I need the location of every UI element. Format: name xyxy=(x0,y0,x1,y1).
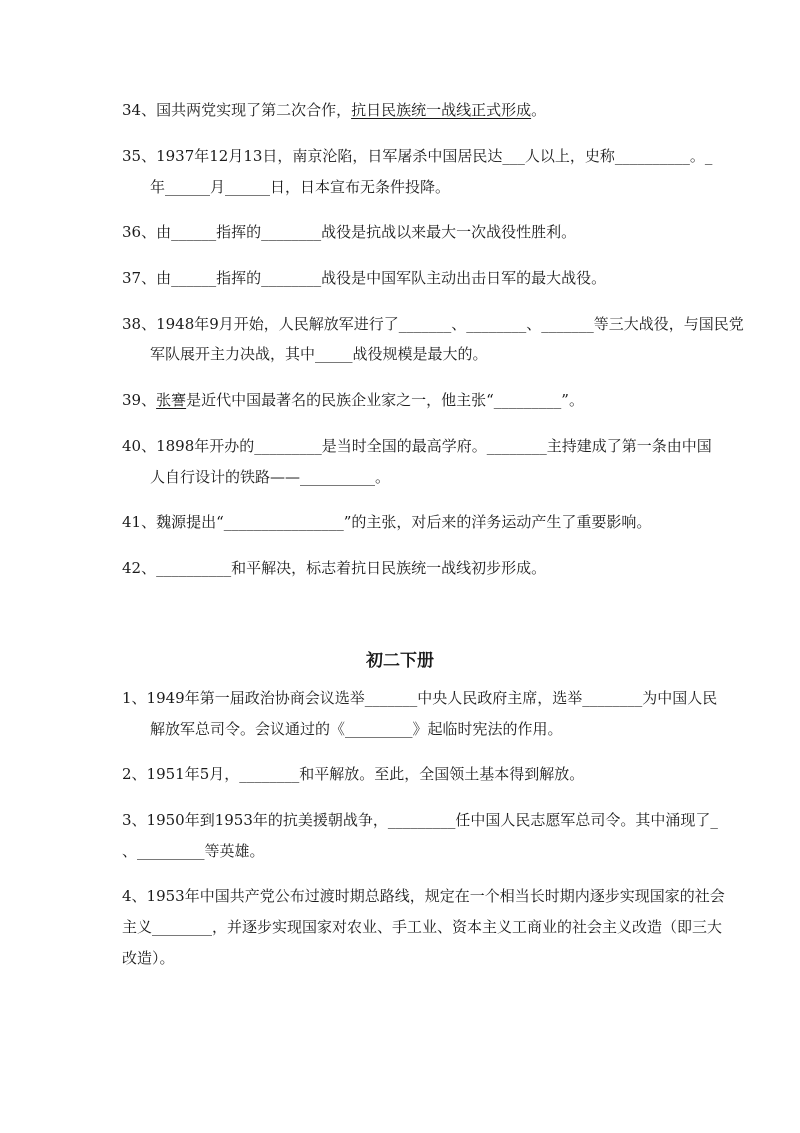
question-34-text: 34、国共两党实现了第二次合作， xyxy=(122,101,352,119)
lower-question-2: 2、1951年5月，________和平解放。至此，全国领土基本得到解放。 xyxy=(122,765,585,783)
question-39-underlined: 张謇 xyxy=(156,391,187,409)
question-34-underlined: 抗日民族统一战线正式形成 xyxy=(351,101,532,119)
lower-question-1-line-2: 解放军总司令。会议通过的《_________》起临时宪法的作用。 xyxy=(150,720,563,738)
lower-question-4-line-1: 4、1953年中国共产党公布过渡时期总路线，规定在一个相当长时期内逐步实现国家的社会 xyxy=(122,887,725,905)
lower-question-4-line-2: 主义________，并逐步实现国家对农业、手工业、资本主义工商业的社会主义改造（即三大 xyxy=(122,918,723,936)
question-37: 37、由______指挥的________战役是中国军队主动出击日军的最大战役。 xyxy=(122,269,607,287)
question-35-line-1: 35、1937年12月13日，南京沦陷，日军屠杀中国居民达___人以上，史称__________。_ xyxy=(122,147,713,165)
question-34 xyxy=(122,100,546,120)
section-title: 初二下册 xyxy=(366,651,434,671)
question-42: 42、__________和平解决，标志着抗日民族统一战线初步形成。 xyxy=(122,559,547,577)
question-40-line-1: 40、1898年开办的_________是当时全国的最高学府。________主持建成了第一条由中国 xyxy=(122,437,712,455)
question-40-line-2: 人自行设计的铁路——__________。 xyxy=(150,468,391,486)
question-39 xyxy=(122,390,584,410)
question-39-rest: 是近代中国最著名的民族企业家之一，他主张“_________”。 xyxy=(186,391,584,409)
question-41: 41、魏源提出“________________”的主张，对后来的洋务运动产生了重要影响。 xyxy=(122,513,652,531)
question-38-line-2: 军队展开主力决战，其中_____战役规模是最大的。 xyxy=(150,345,488,363)
lower-question-3-line-2: 、_________等英雄。 xyxy=(122,842,265,860)
question-38-line-1: 38、1948年9月开始，人民解放军进行了_______、________、_______等三大战役，与国民党 xyxy=(122,315,744,333)
lower-question-1-line-1: 1、1949年第一届政治协商会议选举_______中央人民政府主席，选举________为中国人民 xyxy=(122,689,718,707)
question-36: 36、由______指挥的________战役是抗战以来最大一次战役性胜利。 xyxy=(122,223,577,241)
question-35-line-2: 年______月______日，日本宣布无条件投降。 xyxy=(150,178,451,196)
lower-question-3-line-1: 3、1950年到1953年的抗美援朝战争，_________任中国人民志愿军总司令。其中涌现了_ xyxy=(122,811,718,829)
question-34-end: 。 xyxy=(531,101,547,119)
question-39-number: 39、 xyxy=(122,391,157,409)
lower-question-4-line-3: 改造）。 xyxy=(122,949,175,967)
